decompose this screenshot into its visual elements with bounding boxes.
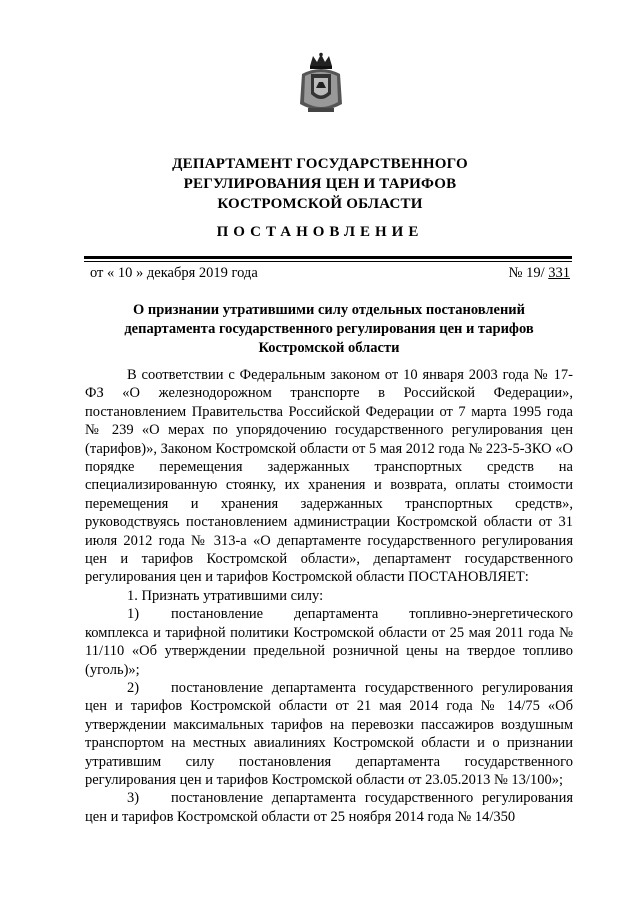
header-rule-thin: [84, 261, 572, 262]
item-1: 1. Признать утратившими силу:: [127, 587, 324, 604]
document-type: ПОСТАНОВЛЕНИЕ: [216, 224, 424, 240]
header-rule-thick: [84, 256, 572, 259]
document-body: [85, 366, 573, 826]
department-line-2: РЕГУЛИРОВАНИЯ ЦЕН И ТАРИФОВ: [183, 176, 457, 192]
department-line-3: КОСТРОМСКОЙ ОБЛАСТИ: [217, 196, 423, 212]
document-number: [509, 265, 570, 282]
sub-item-3-number: 3): [127, 790, 140, 807]
sub-item-2-text: постановление департамента государственного регулирования цен и тарифов Костромской области от 21 мая 2014 года № 14/75 «Об утверждении максимальных тарифов на перевозки пассажиров воздушным транспортом на местных авиалиниях Костромской области и о признании утратившим силу постановления департамента государственного регулирования цен и тарифов Костромской области от 23.05.2013 № 13/100»;: [85, 679, 573, 788]
sub-item-1-number: 1): [127, 606, 140, 623]
document-number-prefix: № 19/: [508, 265, 549, 281]
preamble-paragraph: В соответствии с Федеральным законом от 10 января 2003 года № 17-ФЗ «О железнодорожном транспорте в Российской Федерации», постановлением Правительства Российской Федерации от 7 марта 1995 года № 239 «О мерах по упорядочению государственного регулирования цен (тарифов)», Законом Костромской области от 5 мая 2012 года № 223-5-ЗКО «О порядке перемещения задержанных транспортных средств на специализированную стоянку, их хранения и возврата, оплаты стоимости перемещения и хранения задержанных транспортных средств», руководствуясь постановлением администрации Костромской области от 31 июля 2012 года № 313-а «О департаменте государственного регулирования цен и тарифов Костромской области», департамент государственного регулирования цен и тарифов Костромской области ПОСТАНОВЛЯЕТ:: [85, 367, 573, 586]
department-name: [0, 154, 640, 214]
sub-item-2: [85, 679, 573, 789]
document-title: [84, 301, 574, 358]
date-number-line: [90, 265, 570, 285]
sub-item-2-number: 2): [127, 679, 140, 696]
document-date: от « 10 » декабря 2019 года: [90, 265, 258, 281]
coat-of-arms-icon: [298, 52, 344, 118]
department-line-1: ДЕПАРТАМЕНТ ГОСУДАРСТВЕННОГО: [172, 156, 468, 172]
title-line-3: Костромской области: [258, 340, 400, 356]
title-line-1: О признании утратившими силу отдельных постановлений: [132, 302, 526, 318]
sub-item-1-text: постановление департамента топливно-энергетического комплекса и тарифной политики Костромской области от 25 мая 2011 года № 11/110 «Об утверждении предельной розничной цены на твердое топливо (уголь)»;: [85, 606, 573, 678]
sub-item-3-text: постановление департамента государственного регулирования цен и тарифов Костромской области от 25 ноября 2014 года № 14/350: [85, 790, 573, 825]
title-line-2: департамента государственного регулирования цен и тарифов: [124, 321, 534, 337]
document-number-value: 331: [548, 265, 570, 281]
sub-item-3: [85, 789, 573, 826]
sub-item-1: [85, 605, 573, 679]
